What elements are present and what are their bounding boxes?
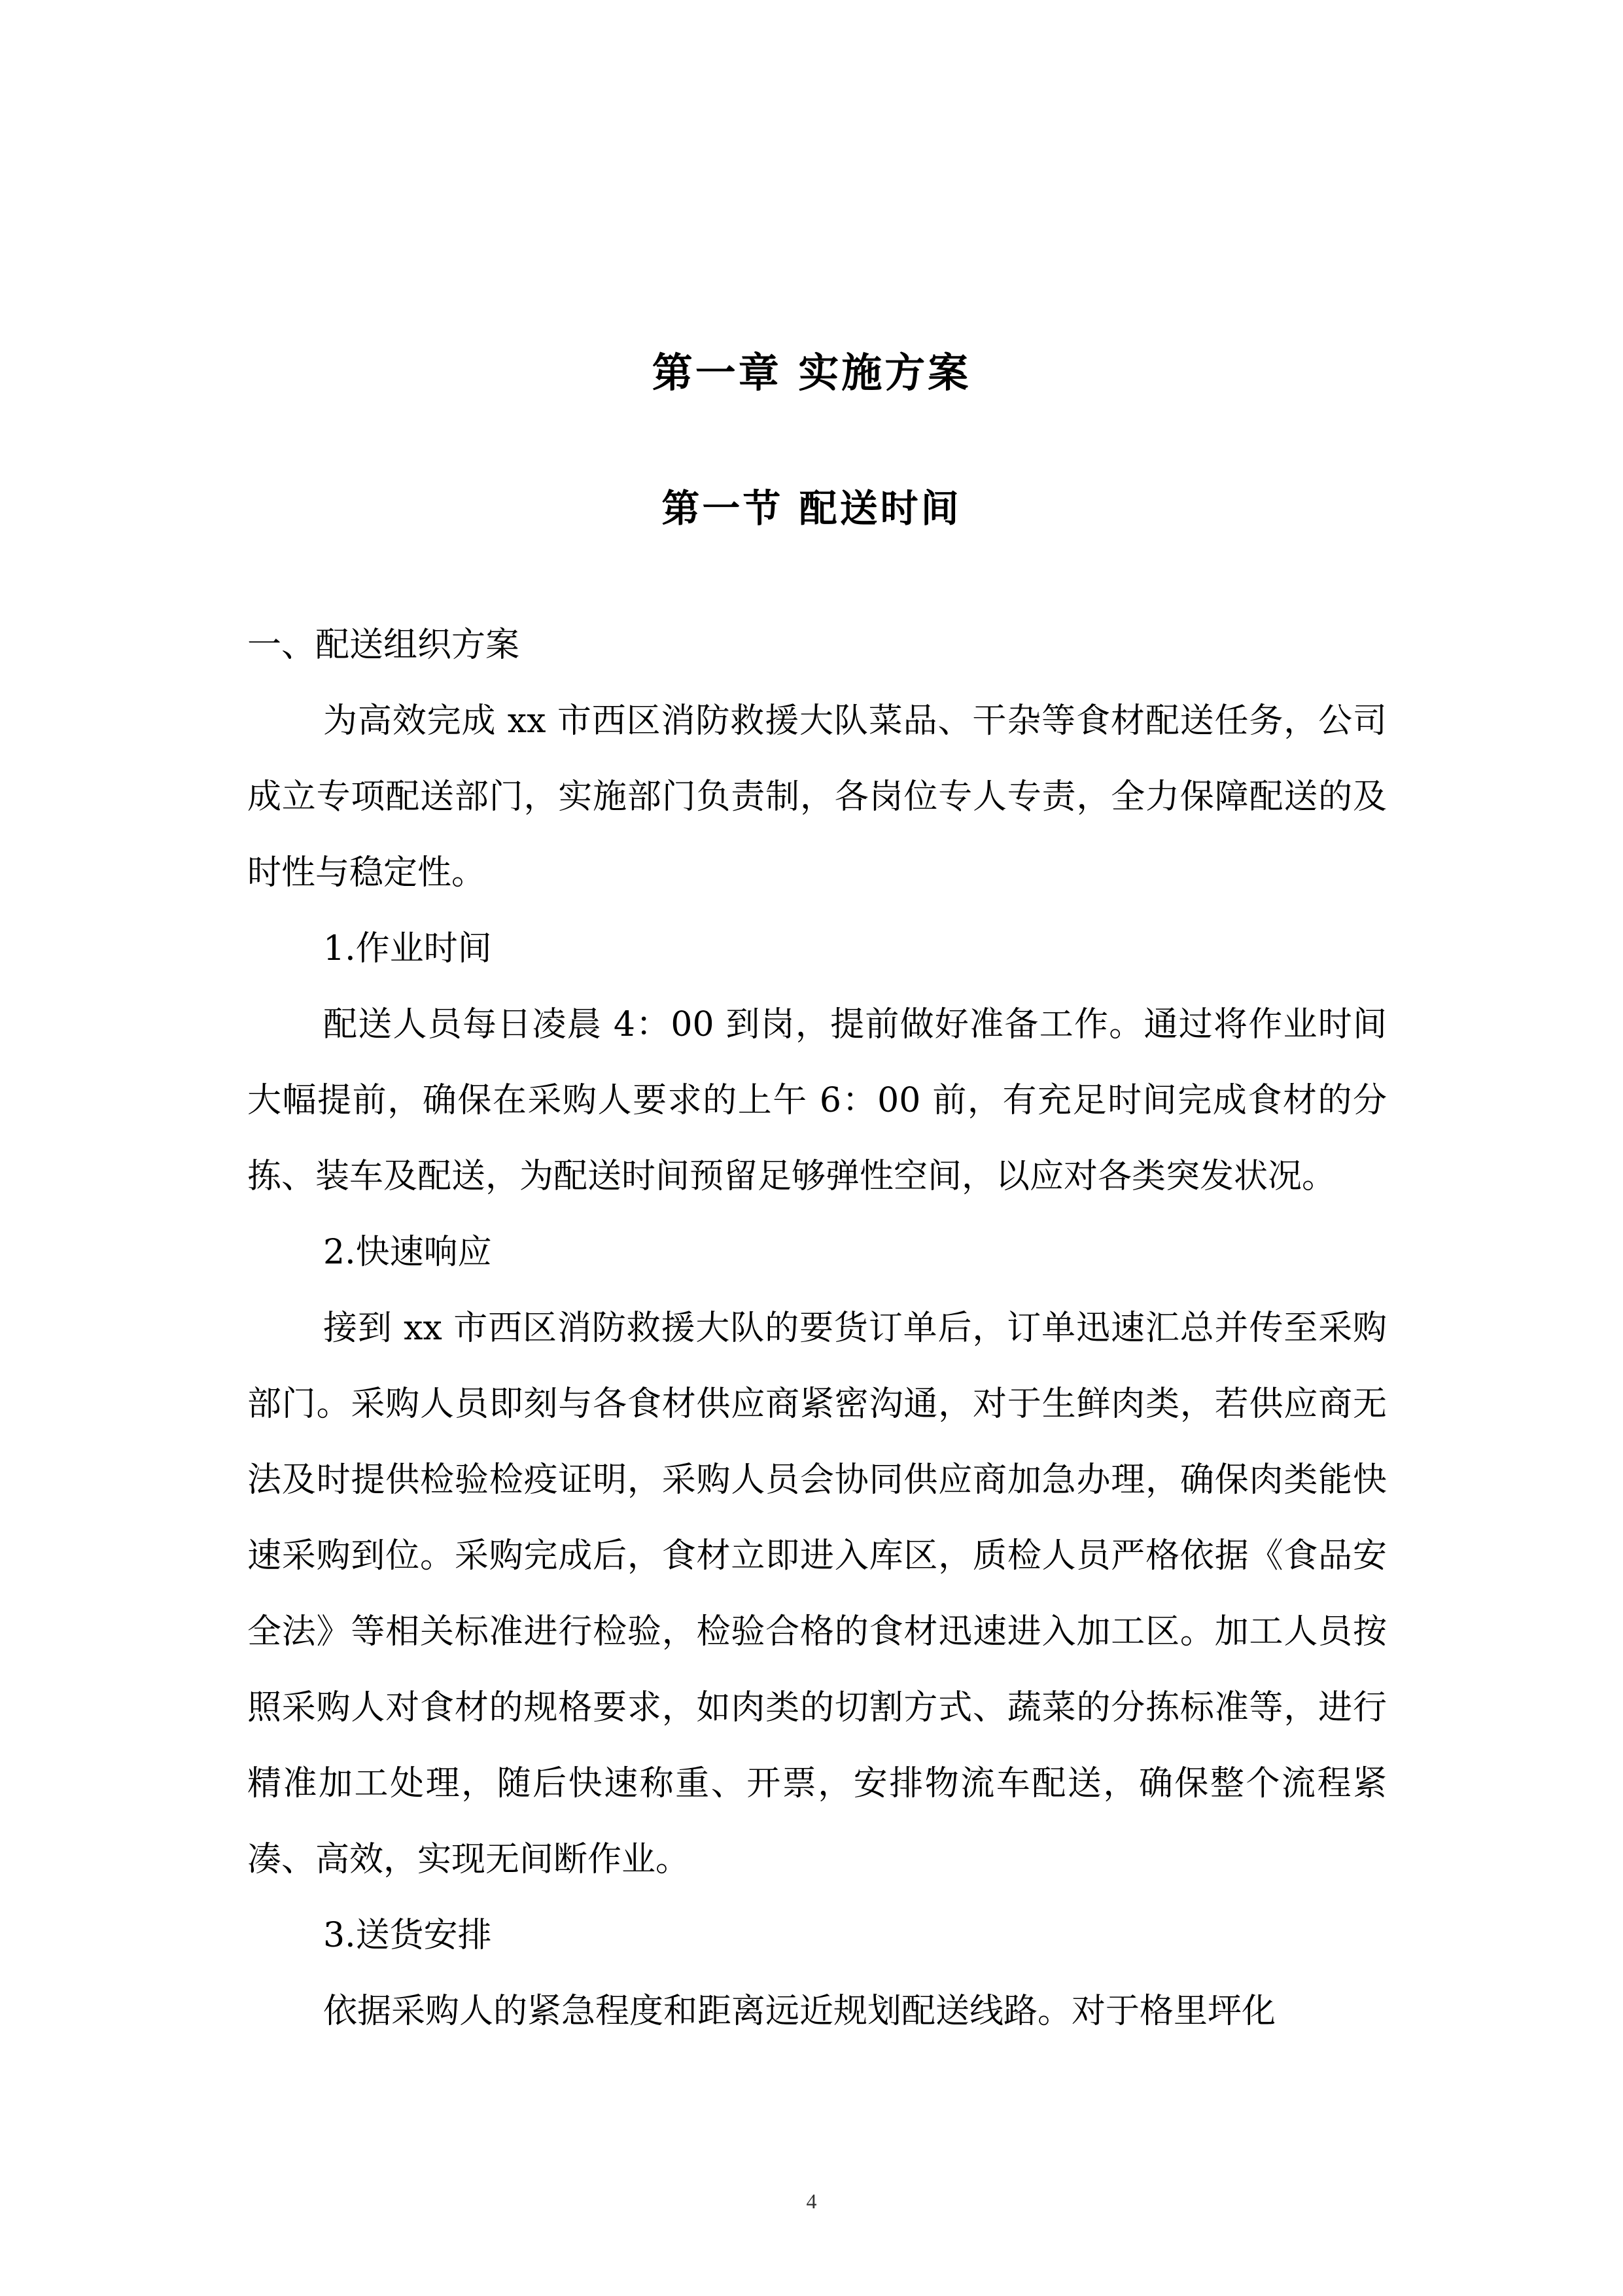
heading-distribution-organization: 一、配送组织方案 <box>247 626 520 665</box>
body-text <box>247 607 1387 2049</box>
section-title: 第一节 配送时间 <box>661 486 962 531</box>
paragraph-intro: 为高效完成 xx 市西区消防救援大队菜品、干杂等食材配送任务，公司成立专项配送部门，实施部门负责制，各岗位专人专责，全力保障配送的及时性与稳定性。 <box>247 701 1387 892</box>
chapter-title: 第一章 实施方案 <box>652 349 971 397</box>
subheading-delivery-arrangement: 3.送货安排 <box>323 1916 492 1955</box>
paragraph-quick-response: 接到 xx 市西区消防救援大队的要货订单后，订单迅速汇总并传至采购部门。采购人员即刻与各食材供应商紧密沟通，对于生鲜肉类，若供应商无法及时提供检验检疫证明，采购人员会协同供应商加急办理，确保肉类能快速采购到位。采购完成后，食材立即进入库区，质检人员严格依据《食品安全法》等相关标准进行检验，检验合格的食材迅速进入加工区。加工人员按照采购人对食材的规格要求，如肉类的切割方式、蔬菜的分拣标准等，进行精准加工处理，随后快速称重、开票，安排物流车配送，确保整个流程紧凑、高效，实现无间断作业。 <box>247 1309 1387 1879</box>
subheading-work-time: 1.作业时间 <box>323 929 492 968</box>
paragraph-delivery-arrangement: 依据采购人的紧急程度和距离远近规划配送线路。对于格里坪化 <box>323 1992 1276 2031</box>
subheading-quick-response: 2.快速响应 <box>323 1233 492 1272</box>
paragraph-work-time: 配送人员每日凌晨 4：00 到岗，提前做好准备工作。通过将作业时间大幅提前，确保在采购人要求的上午 6：00 前，有充足时间完成食材的分拣、装车及配送，为配送时间预留足够弹性空间，以应对各类突发状况。 <box>247 1005 1387 1196</box>
page-number: 4 <box>806 2189 817 2213</box>
